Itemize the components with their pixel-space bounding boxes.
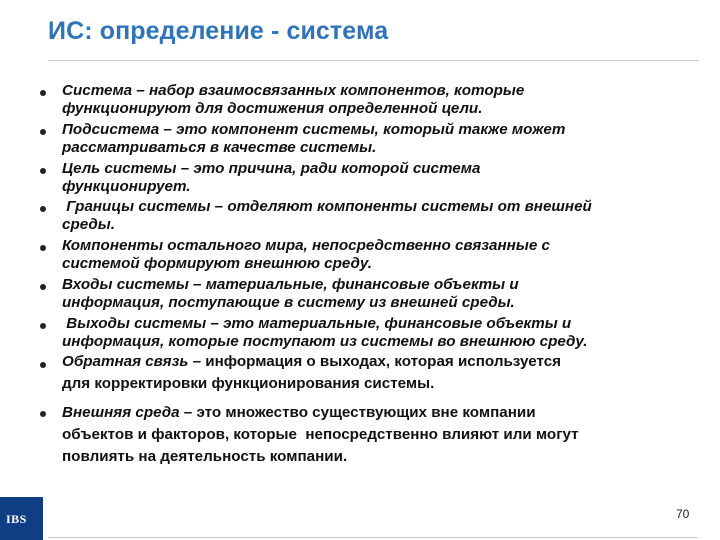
bullet-line: повлиять на деятельность компании. — [62, 448, 348, 465]
bullet-text — [62, 351, 702, 395]
bullet-dot-icon — [40, 245, 46, 251]
bullet-text — [62, 198, 702, 233]
bullet-line — [62, 351, 702, 373]
bullet-line: Система – набор взаимосвязанных компонентов, которые — [62, 82, 525, 99]
bullet-line: информация, которые поступают из системы во внешнюю среду. — [62, 332, 588, 350]
bullet-text — [62, 402, 702, 468]
bullet-dot-icon — [40, 362, 46, 368]
bullet-line: объектов и факторов, которые непосредственно влияют или могут — [62, 426, 579, 443]
bullet-dot-icon — [40, 411, 46, 417]
page-number: 70 — [676, 507, 690, 521]
bullet-dot-icon — [40, 323, 46, 329]
footer-divider — [48, 537, 698, 538]
bullet-text — [62, 237, 702, 272]
bullet-line: информация, поступающие в систему из внешней среды. — [62, 293, 515, 311]
logo-text: IBS — [6, 512, 27, 526]
bullet-text — [62, 82, 702, 117]
bullet-line — [62, 402, 702, 424]
bullet-line: Входы системы – материальные, финансовые объекты и — [62, 276, 519, 293]
bullet-dot-icon — [40, 168, 46, 174]
bullet-definition: – это множество существующих вне компании — [179, 404, 536, 421]
bullet-line: системой формируют внешнюю среду. — [62, 254, 373, 272]
company-logo — [0, 497, 43, 540]
bullet-line: Выходы системы – это материальные, финансовые объекты и — [62, 315, 572, 332]
bullet-line: среды. — [62, 215, 115, 233]
bullet-definition: – информация о выходах, которая используется — [188, 353, 562, 370]
bullet-line: Подсистема – это компонент системы, который также может — [62, 121, 566, 138]
bullet-line: Границы системы – отделяют компоненты системы от внешней — [62, 198, 592, 215]
bullet-line: для корректировки функционирования системы. — [62, 375, 435, 392]
bullet-line: рассматриваться в качестве системы. — [62, 138, 377, 156]
bullet-line: Компоненты остального мира, непосредственно связанные с — [62, 237, 550, 254]
bullet-text — [62, 276, 702, 311]
bullet-dot-icon — [40, 129, 46, 135]
bullet-text — [62, 160, 702, 195]
bullet-dot-icon — [40, 284, 46, 290]
slide-title: ИС: определение - система — [48, 17, 389, 45]
bullet-text — [62, 121, 702, 156]
bullet-line: функционирует. — [62, 177, 191, 195]
bullet-term: Обратная связь — [62, 353, 189, 370]
bullet-term: Внешняя среда — [62, 404, 180, 421]
bullet-line: функционируют для достижения определенной цели. — [62, 99, 483, 117]
bullet-line: Цель системы – это причина, ради которой система — [62, 160, 481, 177]
bullet-text — [62, 315, 702, 350]
bullet-dot-icon — [40, 90, 46, 96]
bullet-dot-icon — [40, 206, 46, 212]
